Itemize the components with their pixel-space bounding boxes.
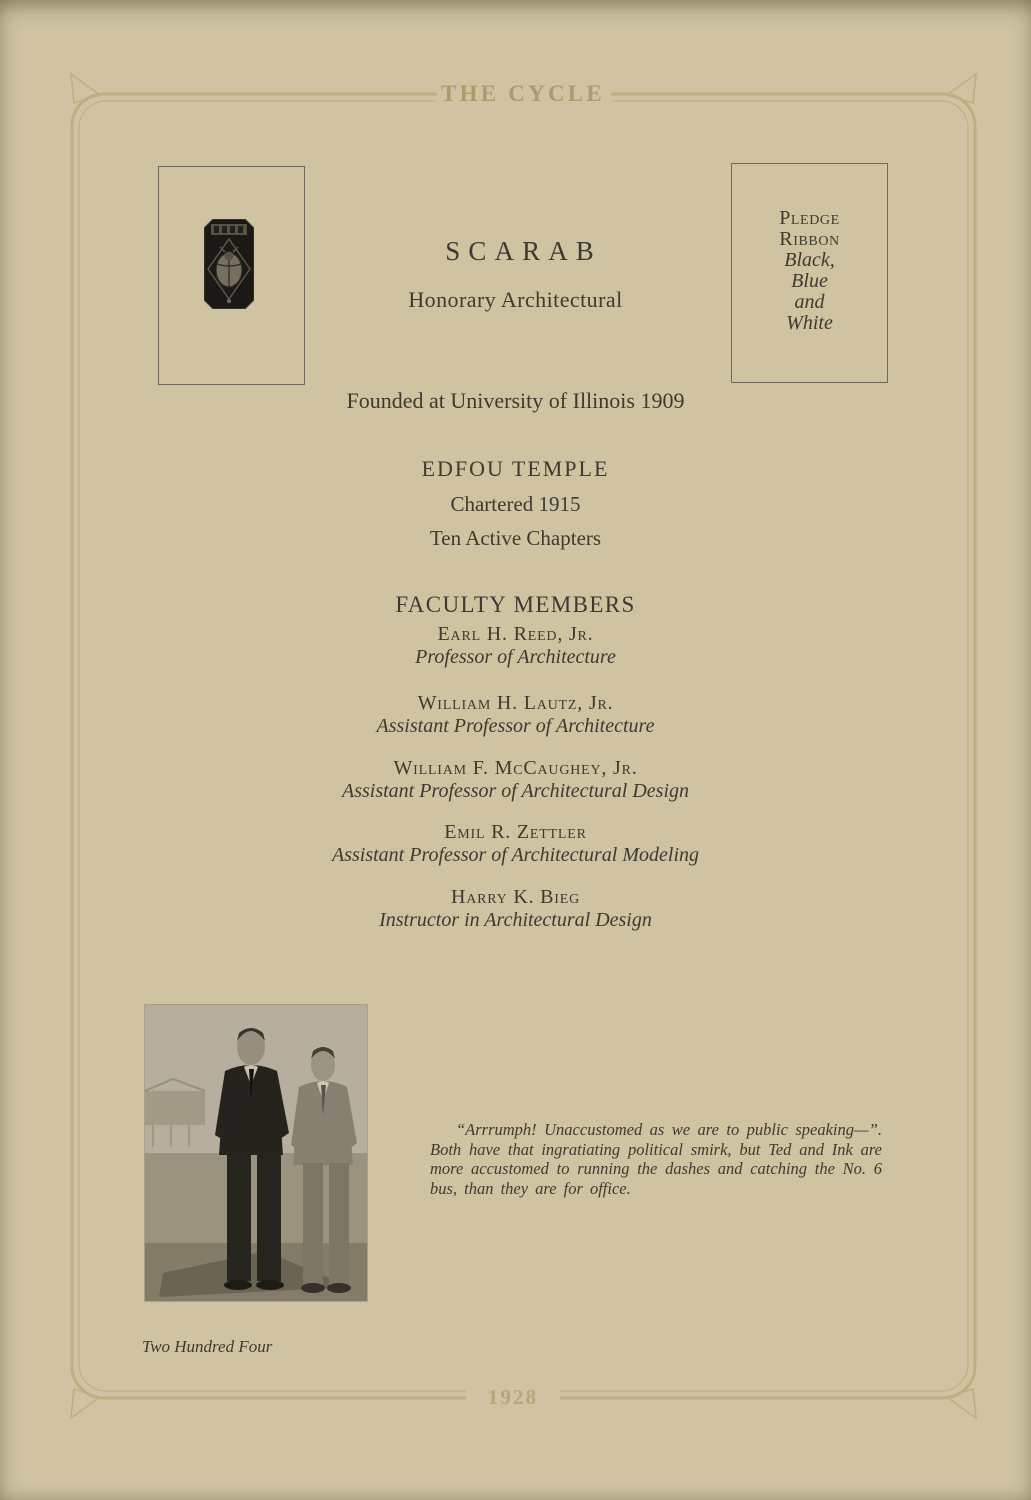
pledge-ribbon-color-4: White bbox=[786, 312, 833, 334]
scarab-badge-icon bbox=[204, 219, 254, 309]
pledge-ribbon-box bbox=[731, 163, 888, 383]
faculty-name: William F. McCaughey, Jr. bbox=[393, 757, 638, 779]
faculty-name: William H. Lautz, Jr. bbox=[417, 692, 614, 714]
faculty-title: Professor of Architecture bbox=[415, 646, 616, 668]
pledge-ribbon-label-line1: Pledge bbox=[779, 207, 840, 229]
faculty-title: Instructor in Architectural Design bbox=[379, 909, 652, 931]
chartered-line: Chartered 1915 bbox=[450, 492, 581, 516]
faculty-name: Emil R. Zettler bbox=[444, 821, 587, 843]
faculty-title: Assistant Professor of Architectural Design bbox=[341, 780, 690, 802]
photo-caption: “Arrrumph! Unaccustomed as we are to public speaking—”. Both have that ingratiating political smirk, but Ted and Ink are more accustomed to running the dashes and catching the No. 6 bus, than they are for office. bbox=[430, 1120, 882, 1198]
pledge-ribbon-color-2: Blue bbox=[791, 270, 828, 292]
pledge-ribbon-color-1: Black, bbox=[784, 249, 835, 271]
faculty-title: Assistant Professor of Architecture bbox=[376, 715, 655, 737]
faculty-members-heading: FACULTY MEMBERS bbox=[395, 592, 636, 617]
page-header-title: THE CYCLE bbox=[441, 81, 605, 106]
badge-photo-box bbox=[158, 166, 305, 385]
organization-name: SCARAB bbox=[445, 236, 602, 266]
pledge-ribbon-color-3: and bbox=[794, 291, 825, 313]
pledge-ribbon-label-line2: Ribbon bbox=[779, 228, 840, 250]
faculty-name: Harry K. Bieg bbox=[450, 886, 581, 908]
page-number: Two Hundred Four bbox=[142, 1337, 273, 1356]
corner-ornament-top-left bbox=[71, 74, 100, 103]
founded-line: Founded at University of Illinois 1909 bbox=[346, 388, 685, 413]
members-photo bbox=[145, 1005, 367, 1301]
organization-type: Honorary Architectural bbox=[408, 287, 623, 312]
corner-ornament-bottom-left bbox=[71, 1389, 100, 1418]
faculty-name: Earl H. Reed, Jr. bbox=[437, 623, 594, 645]
chapter-name: EDFOU TEMPLE bbox=[421, 456, 610, 481]
corner-ornament-top-right bbox=[947, 74, 976, 103]
corner-ornament-bottom-right bbox=[947, 1389, 976, 1418]
footer-year: 1928 bbox=[487, 1385, 539, 1409]
faculty-title: Assistant Professor of Architectural Modeling bbox=[331, 844, 700, 866]
active-chapters-line: Ten Active Chapters bbox=[429, 526, 602, 550]
